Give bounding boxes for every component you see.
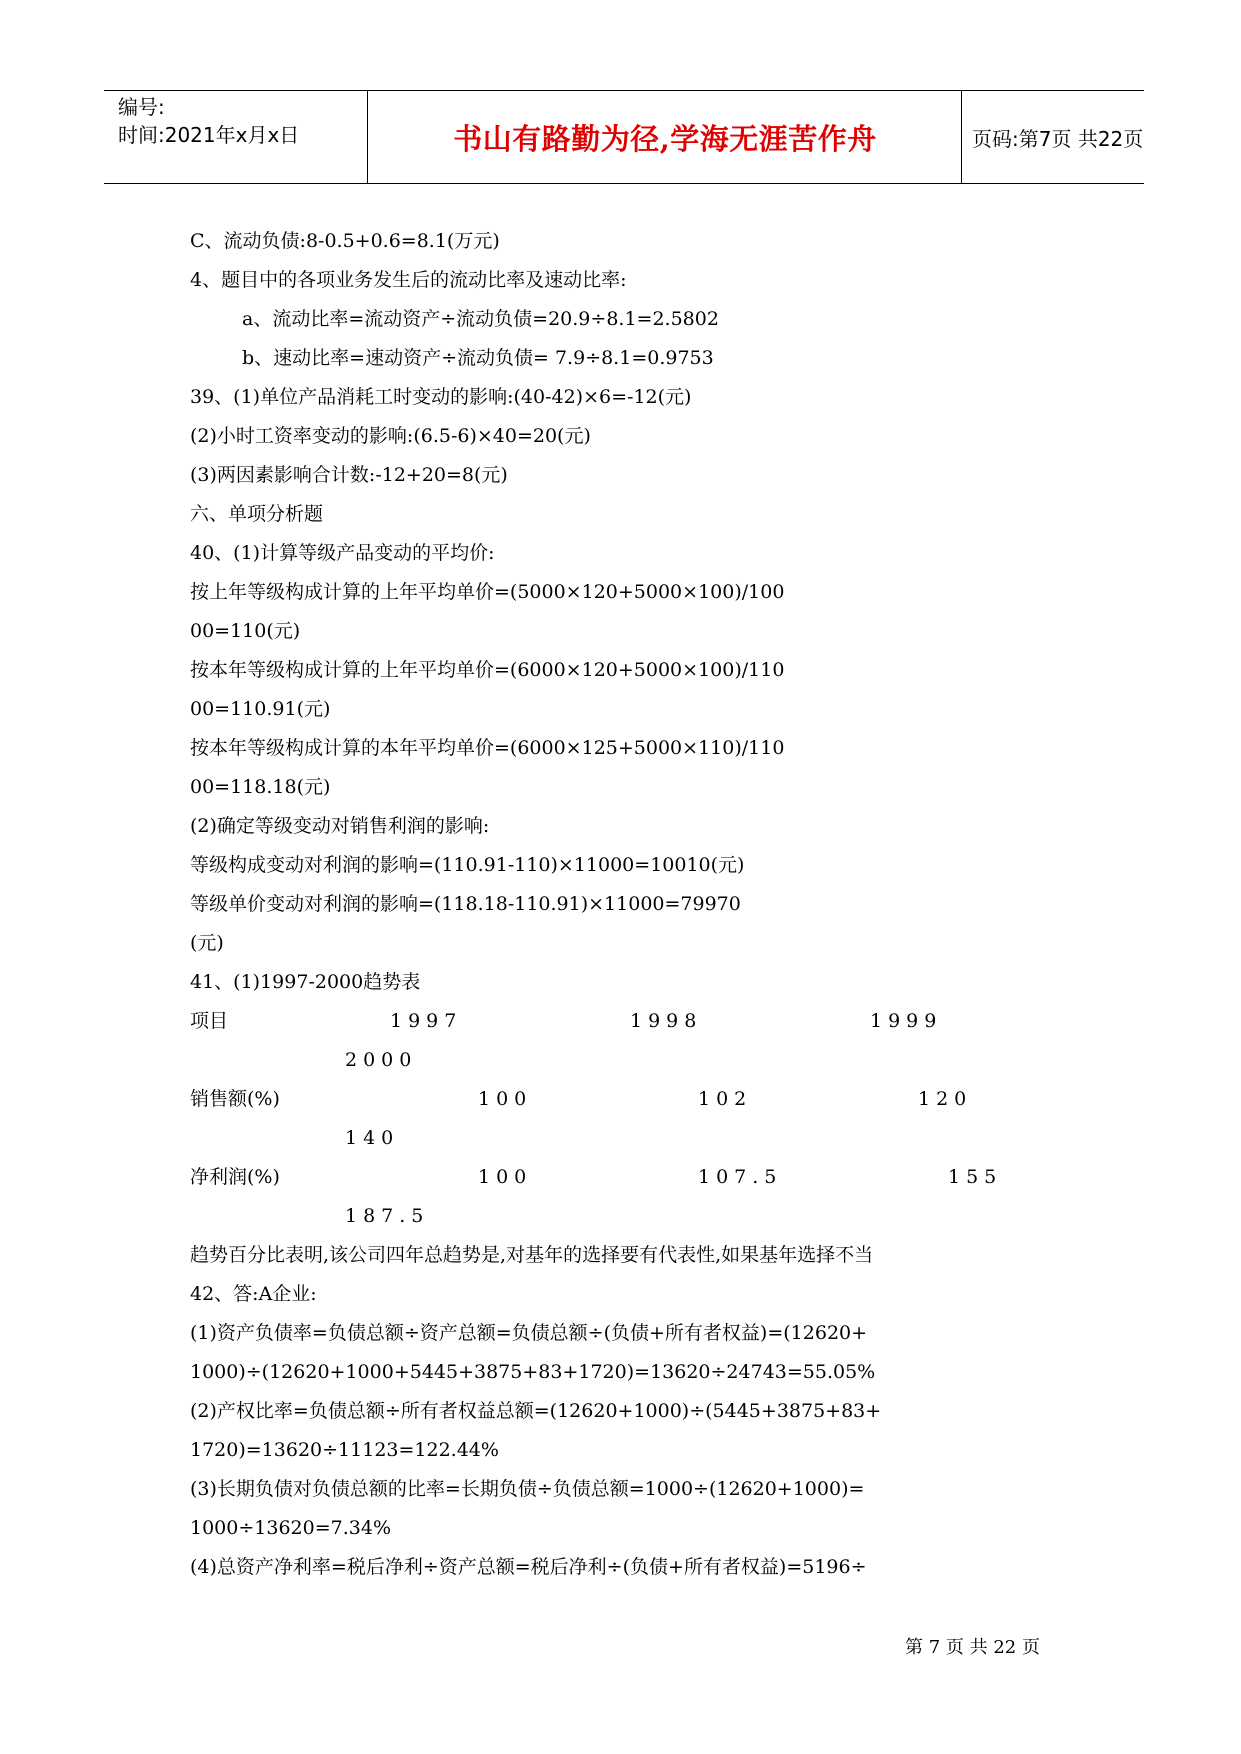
text-line: b、速动比率=速动资产÷流动负债= 7.9÷8.1=0.9753 <box>242 347 714 369</box>
text-line: 39、(1)单位产品消耗工时变动的影响:(40-42)×6=-12(元) <box>190 386 692 408</box>
text-line: (3)长期负债对负债总额的比率=长期负债÷负债总额=1000÷(12620+1000)= <box>190 1478 865 1500</box>
trend-table-header <box>190 1002 1070 1041</box>
page-footer: 第 7 页 共 22 页 <box>905 1637 1040 1658</box>
document-number-label: 编号: <box>118 95 165 119</box>
table-cell: 155 <box>948 1166 1003 1188</box>
text-line: 00=110(元) <box>190 620 301 642</box>
table-row-wrap <box>190 1119 1070 1158</box>
text-line: 1000)÷(12620+1000+5445+3875+83+1720)=13620÷24743=55.05% <box>190 1361 876 1383</box>
text-line: (元) <box>190 932 224 954</box>
text-line: a、流动比率=流动资产÷流动负债=20.9÷8.1=2.5802 <box>242 308 719 330</box>
header-meta <box>118 93 368 149</box>
text-line: 42、答:A企业: <box>190 1283 317 1305</box>
table-cell: 120 <box>918 1088 973 1110</box>
text-line: 4、题目中的各项业务发生后的流动比率及速动比率: <box>190 269 627 291</box>
text-line: 00=110.91(元) <box>190 698 331 720</box>
document-body <box>190 222 1070 1587</box>
page-header <box>104 90 1144 184</box>
table-row <box>190 1080 1070 1119</box>
table-row <box>190 1158 1070 1197</box>
table-cell: 销售额(%) <box>190 1088 280 1110</box>
table-cell: 102 <box>698 1088 753 1110</box>
text-line: 41、(1)1997-2000趋势表 <box>190 971 421 993</box>
table-cell: 净利润(%) <box>190 1166 280 1188</box>
table-row-wrap <box>190 1197 1070 1236</box>
text-line: 40、(1)计算等级产品变动的平均价: <box>190 542 495 564</box>
table-cell: 1997 <box>390 1010 463 1032</box>
table-cell: 107.5 <box>698 1166 783 1188</box>
trend-table-header-wrap <box>190 1041 1070 1080</box>
document-time-label: 时间:2021年x月x日 <box>118 123 300 147</box>
table-cell: 1999 <box>870 1010 943 1032</box>
text-line: 按上年等级构成计算的上年平均单价=(5000×120+5000×100)/100 <box>190 581 785 603</box>
table-cell: 100 <box>478 1088 533 1110</box>
header-page-number: 页码:第7页 共22页 <box>972 126 1144 151</box>
table-cell: 1998 <box>630 1010 703 1032</box>
text-line: (2)确定等级变动对销售利润的影响: <box>190 815 490 837</box>
text-line: C、流动负债:8-0.5+0.6=8.1(万元) <box>190 230 500 252</box>
text-line: 按本年等级构成计算的本年平均单价=(6000×125+5000×110)/110 <box>190 737 785 759</box>
table-cell: 100 <box>478 1166 533 1188</box>
text-line: 1720)=13620÷11123=122.44% <box>190 1439 499 1461</box>
table-cell: 187.5 <box>345 1205 430 1227</box>
text-line: (3)两因素影响合计数:-12+20=8(元) <box>190 464 508 486</box>
text-line: (1)资产负债率=负债总额÷资产总额=负债总额÷(负债+所有者权益)=(12620+ <box>190 1322 868 1344</box>
table-cell: 项目 <box>190 1010 229 1032</box>
text-line: (2)产权比率=负债总额÷所有者权益总额=(12620+1000)÷(5445+3875+83+ <box>190 1400 882 1422</box>
table-cell: 140 <box>345 1127 400 1149</box>
text-line: 等级单价变动对利润的影响=(118.18-110.91)×11000=79970 <box>190 893 741 915</box>
text-line: 等级构成变动对利润的影响=(110.91-110)×11000=10010(元) <box>190 854 745 876</box>
text-line: 按本年等级构成计算的上年平均单价=(6000×120+5000×100)/110 <box>190 659 785 681</box>
header-divider <box>367 91 368 183</box>
text-line: (2)小时工资率变动的影响:(6.5-6)×40=20(元) <box>190 425 591 447</box>
section-heading: 六、单项分析题 <box>190 503 324 525</box>
text-line: 1000÷13620=7.34% <box>190 1517 391 1539</box>
text-line: 趋势百分比表明,该公司四年总趋势是,对基年的选择要有代表性,如果基年选择不当 <box>190 1244 874 1266</box>
header-divider <box>961 91 962 183</box>
text-line: (4)总资产净利率=税后净利÷资产总额=税后净利÷(负债+所有者权益)=5196÷ <box>190 1556 867 1578</box>
table-cell: 2000 <box>345 1049 418 1071</box>
header-motto: 书山有路勤为径,学海无涯苦作舟 <box>453 121 877 156</box>
text-line: 00=118.18(元) <box>190 776 331 798</box>
